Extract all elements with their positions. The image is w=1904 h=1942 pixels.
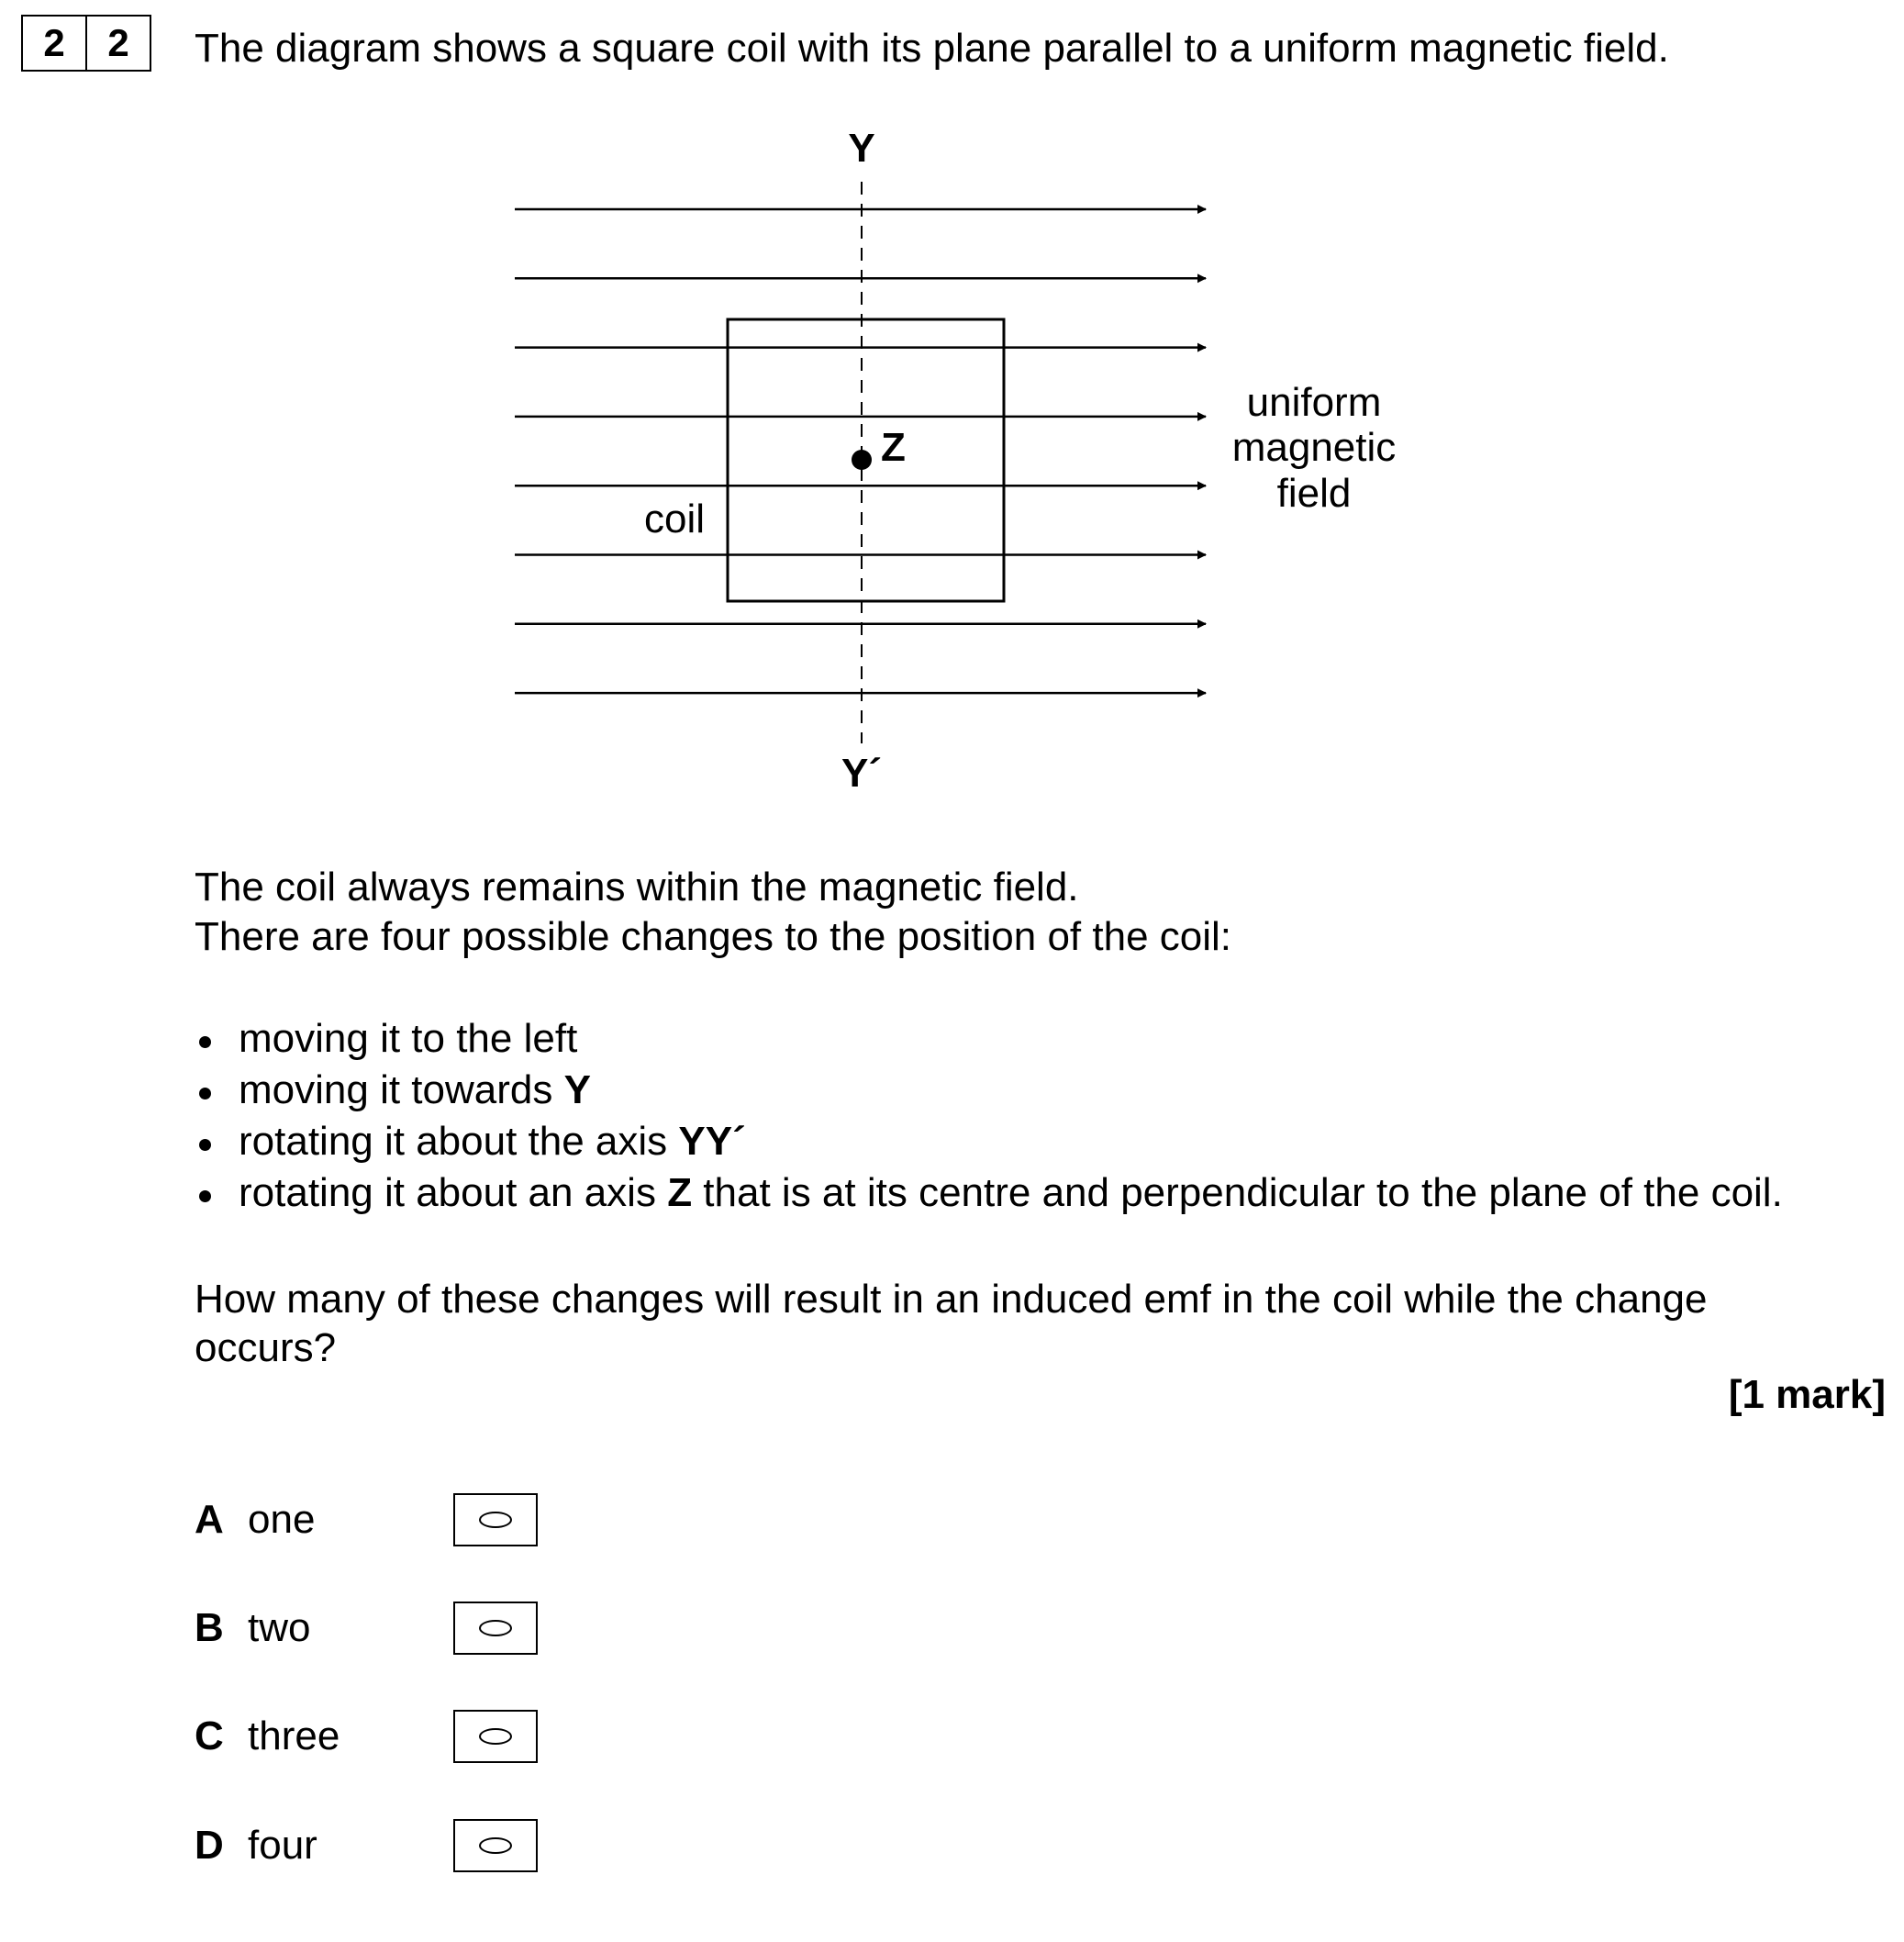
change-item-3: rotating it about the axis YY´ [195,1116,1783,1167]
option-a-answer-box[interactable] [453,1493,538,1546]
label-y: Y [848,126,875,171]
option-b[interactable] [195,1600,310,1657]
option-a[interactable] [195,1491,315,1548]
coil-field-diagram [0,0,1904,826]
label-coil: coil [644,497,706,541]
field-label-line-2: magnetic [1231,425,1397,470]
question-number-digit-1: 2 [43,21,65,64]
body-line-2: There are four possible changes to the position of the coil: [195,914,1232,959]
change-item-2: moving it towards Y [195,1065,1783,1116]
option-b-oval[interactable] [479,1620,512,1636]
prompt-line-2: occurs? [195,1325,337,1370]
option-d[interactable] [195,1817,317,1874]
axis-z-point [852,450,872,470]
option-d-label: four [248,1823,317,1868]
prompt-line-1: How many of these changes will result in an induced emf in the coil while the change [195,1277,1708,1322]
question-intro: The diagram shows a square coil with its plane parallel to a uniform magnetic field. [195,26,1669,71]
option-b-answer-box[interactable] [453,1602,538,1655]
field-label-line-1: uniform [1246,380,1382,425]
option-b-label: two [248,1605,311,1650]
change-item-1: moving it to the left [195,1013,1783,1065]
option-c-answer-box[interactable] [453,1710,538,1763]
option-c-letter: C [195,1713,224,1758]
option-b-letter: B [195,1605,224,1650]
option-d-letter: D [195,1823,224,1868]
option-c[interactable] [195,1708,340,1765]
question-number-digit-2: 2 [85,17,150,70]
body-line-1: The coil always remains within the magnetic field. [195,865,1079,910]
option-d-oval[interactable] [479,1837,512,1854]
label-y-prime: Y´ [841,751,882,796]
option-d-answer-box[interactable] [453,1819,538,1872]
option-a-label: one [248,1497,316,1542]
option-a-letter: A [195,1497,224,1542]
change-list [195,1013,1783,1219]
change-item-4: rotating it about an axis Z that is at its centre and perpendicular to the plane of the coil. [195,1167,1783,1219]
option-a-oval[interactable] [479,1512,512,1528]
option-c-oval[interactable] [479,1728,512,1745]
field-label-line-3: field [1276,471,1352,516]
label-z: Z [881,425,906,470]
option-c-label: three [248,1713,340,1758]
mark-allocation: [1 mark] [1728,1372,1886,1417]
